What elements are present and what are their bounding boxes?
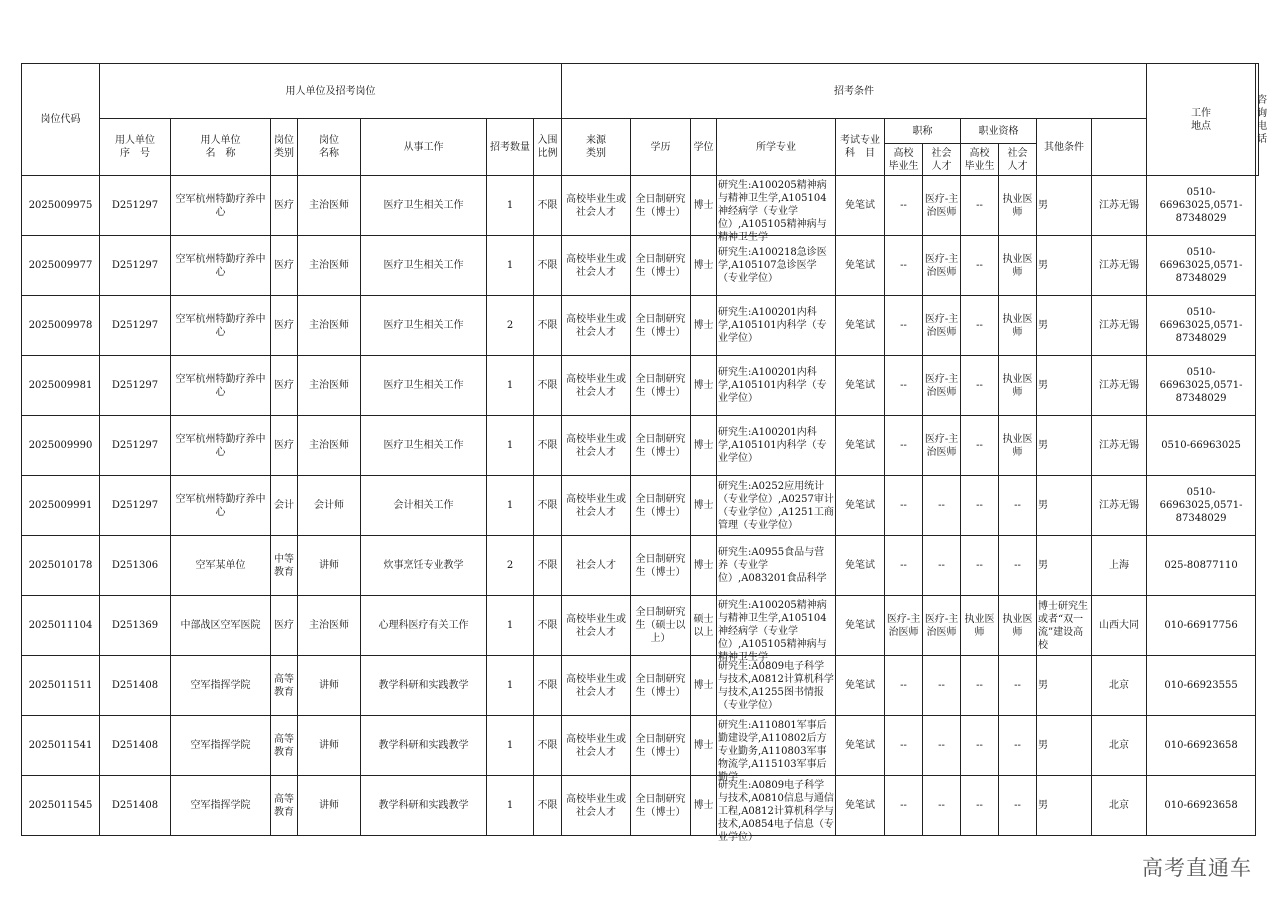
cell-qual-social: 执业医师 [999,356,1037,416]
cell-ratio: 不限 [534,296,562,356]
cell-major: 研究生:A0809电子科学与技术,A0810信息与通信工程,A0812计算机科学与技术,A0854电子信息（专业学位） [717,776,836,836]
cell-exam: 免笔试 [836,416,885,476]
cell-title-social: -- [923,716,961,776]
cell-location: 江苏无锡 [1092,236,1147,296]
cell-post-code: 2025009978 [22,296,100,356]
cell-ratio: 不限 [534,536,562,596]
cell-degree: 博士 [691,416,717,476]
cell-unit-name: 空军杭州特勤疗养中心 [171,176,271,236]
cell-qual-social: 执业医师 [999,236,1037,296]
cell-source: 高校毕业生或社会人才 [562,236,631,296]
table-row [22,596,1259,656]
cell-phone: 010-66923658 [1147,776,1256,836]
header-conditions-group: 招考条件 [562,64,1147,119]
header-ratio: 入围 比例 [534,119,562,176]
cell-source: 高校毕业生或社会人才 [562,416,631,476]
cell-other: 男 [1037,536,1092,596]
cell-post-name: 主治医师 [298,596,361,656]
cell-post-code: 2025009977 [22,236,100,296]
cell-degree: 硕士以上 [691,596,717,656]
header-title-grad: 高校 毕业生 [885,144,923,176]
cell-exam: 免笔试 [836,776,885,836]
cell-unit-seq: D251297 [100,296,171,356]
table-row [22,656,1259,716]
cell-source: 高校毕业生或社会人才 [562,176,631,236]
cell-major: 研究生:A110801军事后勤建设学,A110802后方专业勤务,A110803军事物流学,A115103军事后勤学 [717,716,836,776]
cell-qual-social: -- [999,776,1037,836]
header-post-type: 岗位 类别 [271,119,298,176]
header-phone: 咨询电话 [1256,64,1259,176]
cell-degree: 博士 [691,176,717,236]
cell-ratio: 不限 [534,656,562,716]
cell-phone: 0510-66963025 [1147,416,1256,476]
cell-post-type: 医疗 [271,416,298,476]
cell-major: 研究生:A100205精神病与精神卫生学,A105104神经病学（专业学位）,A105105精神病与精神卫生学 [717,596,836,656]
header-location: 工作 地点 [1147,64,1256,176]
cell-ratio: 不限 [534,236,562,296]
cell-post-type: 高等教育 [271,656,298,716]
table-row [22,236,1259,296]
cell-exam: 免笔试 [836,476,885,536]
cell-unit-name: 空军指挥学院 [171,776,271,836]
cell-unit-name: 空军某单位 [171,536,271,596]
cell-phone: 0510-66963025,0571-87348029 [1147,476,1256,536]
table-row [22,536,1259,596]
cell-unit-seq: D251297 [100,476,171,536]
cell-phone: 0510-66963025,0571-87348029 [1147,296,1256,356]
cell-title-social: -- [923,476,961,536]
cell-major: 研究生:A100201内科学,A105101内科学（专业学位） [717,356,836,416]
cell-source: 高校毕业生或社会人才 [562,356,631,416]
cell-count: 1 [487,356,534,416]
cell-source: 高校毕业生或社会人才 [562,476,631,536]
cell-work: 炊事烹饪专业教学 [361,536,487,596]
cell-post-code: 2025009991 [22,476,100,536]
table-row [22,296,1259,356]
cell-work: 医疗卫生相关工作 [361,236,487,296]
cell-qual-social: 执业医师 [999,596,1037,656]
cell-exam: 免笔试 [836,536,885,596]
cell-count: 2 [487,536,534,596]
cell-title-grad: -- [885,236,923,296]
cell-phone: 010-66917756 [1147,596,1256,656]
cell-post-name: 主治医师 [298,356,361,416]
cell-title-grad: -- [885,296,923,356]
cell-education: 全日制研究生（博士） [631,236,691,296]
cell-title-social: 医疗-主治医师 [923,236,961,296]
cell-title-grad: -- [885,176,923,236]
cell-post-type: 医疗 [271,296,298,356]
cell-unit-seq: D251408 [100,656,171,716]
cell-qual-grad: -- [961,716,999,776]
cell-exam: 免笔试 [836,176,885,236]
cell-post-type: 医疗 [271,236,298,296]
cell-other: 男 [1037,236,1092,296]
cell-ratio: 不限 [534,416,562,476]
cell-other: 男 [1037,776,1092,836]
cell-post-code: 2025011545 [22,776,100,836]
cell-phone: 025-80877110 [1147,536,1256,596]
cell-other: 男 [1037,176,1092,236]
cell-post-name: 会计师 [298,476,361,536]
watermark-logo-text: 高考直通车 [1142,856,1252,880]
cell-count: 1 [487,596,534,656]
cell-work: 心理科医疗有关工作 [361,596,487,656]
cell-qual-grad: -- [961,776,999,836]
cell-post-code: 2025011511 [22,656,100,716]
cell-location: 江苏无锡 [1092,416,1147,476]
cell-title-grad: -- [885,656,923,716]
cell-other: 男 [1037,656,1092,716]
cell-education: 全日制研究生（硕士以上） [631,596,691,656]
cell-education: 全日制研究生（博士） [631,176,691,236]
cell-location: 北京 [1092,656,1147,716]
header-post-name: 岗位 名称 [298,119,361,176]
cell-post-code: 2025010178 [22,536,100,596]
cell-education: 全日制研究生（博士） [631,776,691,836]
cell-work: 教学科研和实践教学 [361,656,487,716]
cell-count: 1 [487,716,534,776]
cell-post-name: 讲师 [298,776,361,836]
cell-qual-grad: -- [961,176,999,236]
cell-qual-social: -- [999,716,1037,776]
cell-other: 男 [1037,716,1092,776]
cell-unit-seq: D251297 [100,356,171,416]
header-title-social: 社会 人才 [923,144,961,176]
cell-title-social: -- [923,536,961,596]
cell-unit-name: 空军杭州特勤疗养中心 [171,236,271,296]
cell-post-name: 讲师 [298,656,361,716]
cell-qual-social: 执业医师 [999,176,1037,236]
table-row [22,716,1259,776]
cell-unit-seq: D251408 [100,716,171,776]
cell-location: 山西大同 [1092,596,1147,656]
header-qual-grad: 高校 毕业生 [961,144,999,176]
cell-qual-grad: -- [961,476,999,536]
header-exam: 考试专业 科 目 [836,119,885,176]
cell-exam: 免笔试 [836,296,885,356]
cell-title-social: 医疗-主治医师 [923,596,961,656]
cell-post-name: 主治医师 [298,296,361,356]
cell-location: 江苏无锡 [1092,356,1147,416]
cell-qual-grad: -- [961,236,999,296]
cell-unit-seq: D251408 [100,776,171,836]
cell-title-grad: -- [885,356,923,416]
cell-other: 男 [1037,296,1092,356]
header-unit-seq: 用人单位 序 号 [100,119,171,176]
header-source: 来源 类别 [562,119,631,176]
cell-count: 1 [487,476,534,536]
cell-exam: 免笔试 [836,716,885,776]
cell-degree: 博士 [691,236,717,296]
cell-major: 研究生:A100201内科学,A105101内科学（专业学位） [717,296,836,356]
cell-count: 2 [487,296,534,356]
cell-source: 高校毕业生或社会人才 [562,596,631,656]
cell-location: 北京 [1092,776,1147,836]
cell-work: 医疗卫生相关工作 [361,296,487,356]
header-degree: 学位 [691,119,717,176]
cell-phone: 010-66923555 [1147,656,1256,716]
header-other: 其他条件 [1037,119,1092,176]
cell-major: 研究生:A100218急诊医学,A105107急诊医学（专业学位） [717,236,836,296]
cell-post-type: 医疗 [271,356,298,416]
cell-unit-name: 空军指挥学院 [171,716,271,776]
cell-post-code: 2025011104 [22,596,100,656]
cell-qual-grad: 执业医师 [961,596,999,656]
cell-work: 教学科研和实践教学 [361,716,487,776]
cell-exam: 免笔试 [836,656,885,716]
table-row [22,356,1259,416]
cell-post-name: 主治医师 [298,416,361,476]
cell-ratio: 不限 [534,476,562,536]
cell-degree: 博士 [691,356,717,416]
cell-post-name: 讲师 [298,536,361,596]
cell-post-code: 2025009990 [22,416,100,476]
cell-other: 博士研究生或者“双一流”建设高校 [1037,596,1092,656]
cell-title-social: 医疗-主治医师 [923,356,961,416]
cell-count: 1 [487,176,534,236]
cell-count: 1 [487,776,534,836]
cell-title-grad: 医疗-主治医师 [885,596,923,656]
cell-post-type: 医疗 [271,176,298,236]
cell-ratio: 不限 [534,596,562,656]
cell-post-name: 讲师 [298,716,361,776]
cell-work: 医疗卫生相关工作 [361,416,487,476]
cell-qual-social: 执业医师 [999,416,1037,476]
cell-unit-name: 空军杭州特勤疗养中心 [171,356,271,416]
cell-ratio: 不限 [534,716,562,776]
cell-qual-social: -- [999,536,1037,596]
cell-unit-name: 中部战区空军医院 [171,596,271,656]
cell-work: 医疗卫生相关工作 [361,176,487,236]
cell-phone: 0510-66963025,0571-87348029 [1147,236,1256,296]
cell-work: 教学科研和实践教学 [361,776,487,836]
table-row [22,476,1259,536]
cell-major: 研究生:A0809电子科学与技术,A0812计算机科学与技术,A1255图书情报（专业学位） [717,656,836,716]
cell-degree: 博士 [691,536,717,596]
cell-education: 全日制研究生（博士） [631,716,691,776]
cell-title-social: 医疗-主治医师 [923,296,961,356]
table-row [22,176,1259,236]
cell-title-grad: -- [885,416,923,476]
cell-degree: 博士 [691,296,717,356]
cell-title-grad: -- [885,476,923,536]
cell-education: 全日制研究生（博士） [631,476,691,536]
cell-degree: 博士 [691,716,717,776]
cell-qual-grad: -- [961,356,999,416]
cell-qual-grad: -- [961,536,999,596]
cell-location: 江苏无锡 [1092,176,1147,236]
cell-post-code: 2025011541 [22,716,100,776]
cell-source: 高校毕业生或社会人才 [562,716,631,776]
cell-unit-seq: D251297 [100,416,171,476]
cell-post-name: 主治医师 [298,236,361,296]
cell-title-grad: -- [885,716,923,776]
header-major: 所学专业 [717,119,836,176]
header-post-code: 岗位代码 [22,64,100,176]
cell-education: 全日制研究生（博士） [631,416,691,476]
cell-title-grad: -- [885,776,923,836]
header-qualification-group: 职业资格 [961,119,1037,144]
cell-degree: 博士 [691,776,717,836]
cell-post-type: 高等教育 [271,776,298,836]
cell-qual-grad: -- [961,296,999,356]
cell-post-code: 2025009975 [22,176,100,236]
cell-qual-social: -- [999,476,1037,536]
header-count: 招考数量 [487,119,534,176]
cell-post-name: 主治医师 [298,176,361,236]
cell-unit-name: 空军杭州特勤疗养中心 [171,416,271,476]
cell-phone: 0510-66963025,0571-87348029 [1147,176,1256,236]
cell-post-type: 会计 [271,476,298,536]
cell-work: 会计相关工作 [361,476,487,536]
cell-education: 全日制研究生（博士） [631,356,691,416]
header-work: 从事工作 [361,119,487,176]
table-row [22,416,1259,476]
header-unit-group: 用人单位及招考岗位 [100,64,562,119]
cell-exam: 免笔试 [836,356,885,416]
header-qual-social: 社会 人才 [999,144,1037,176]
cell-major: 研究生:A100201内科学,A105101内科学（专业学位） [717,416,836,476]
cell-ratio: 不限 [534,176,562,236]
cell-post-code: 2025009981 [22,356,100,416]
cell-unit-seq: D251297 [100,176,171,236]
cell-title-social: 医疗-主治医师 [923,176,961,236]
cell-source: 高校毕业生或社会人才 [562,296,631,356]
cell-other: 男 [1037,476,1092,536]
cell-unit-name: 空军杭州特勤疗养中心 [171,296,271,356]
header-title-group: 职称 [885,119,961,144]
cell-ratio: 不限 [534,776,562,836]
cell-unit-seq: D251306 [100,536,171,596]
cell-source: 高校毕业生或社会人才 [562,776,631,836]
cell-source: 高校毕业生或社会人才 [562,656,631,716]
cell-education: 全日制研究生（博士） [631,656,691,716]
cell-title-social: 医疗-主治医师 [923,416,961,476]
cell-major: 研究生:A100205精神病与精神卫生学,A105104神经病学（专业学位）,A105105精神病与精神卫生学 [717,176,836,236]
cell-post-type: 医疗 [271,596,298,656]
cell-phone: 0510-66963025,0571-87348029 [1147,356,1256,416]
header-education: 学历 [631,119,691,176]
cell-post-type: 高等教育 [271,716,298,776]
cell-unit-seq: D251369 [100,596,171,656]
header-unit-name: 用人单位 名 称 [171,119,271,176]
cell-exam: 免笔试 [836,236,885,296]
cell-location: 江苏无锡 [1092,476,1147,536]
cell-major: 研究生:A0252应用统计（专业学位）,A0257审计（专业学位）,A1251工商管理（专业学位） [717,476,836,536]
cell-education: 全日制研究生（博士） [631,536,691,596]
cell-source: 社会人才 [562,536,631,596]
cell-location: 北京 [1092,716,1147,776]
cell-exam: 免笔试 [836,596,885,656]
cell-unit-seq: D251297 [100,236,171,296]
cell-title-social: -- [923,776,961,836]
cell-unit-name: 空军指挥学院 [171,656,271,716]
cell-location: 江苏无锡 [1092,296,1147,356]
cell-unit-name: 空军杭州特勤疗养中心 [171,476,271,536]
recruitment-table [21,63,1268,843]
cell-other: 男 [1037,356,1092,416]
cell-post-type: 中等教育 [271,536,298,596]
cell-other: 男 [1037,416,1092,476]
cell-phone: 010-66923658 [1147,716,1256,776]
cell-work: 医疗卫生相关工作 [361,356,487,416]
cell-title-social: -- [923,656,961,716]
cell-count: 1 [487,236,534,296]
cell-education: 全日制研究生（博士） [631,296,691,356]
cell-qual-grad: -- [961,656,999,716]
cell-qual-social: -- [999,656,1037,716]
cell-count: 1 [487,416,534,476]
cell-degree: 博士 [691,656,717,716]
cell-count: 1 [487,656,534,716]
cell-major: 研究生:A0955食品与营养（专业学位）,A083201食品科学 [717,536,836,596]
cell-title-grad: -- [885,536,923,596]
cell-degree: 博士 [691,476,717,536]
cell-location: 上海 [1092,536,1147,596]
cell-qual-grad: -- [961,416,999,476]
cell-qual-social: 执业医师 [999,296,1037,356]
cell-ratio: 不限 [534,356,562,416]
table-row [22,776,1259,836]
